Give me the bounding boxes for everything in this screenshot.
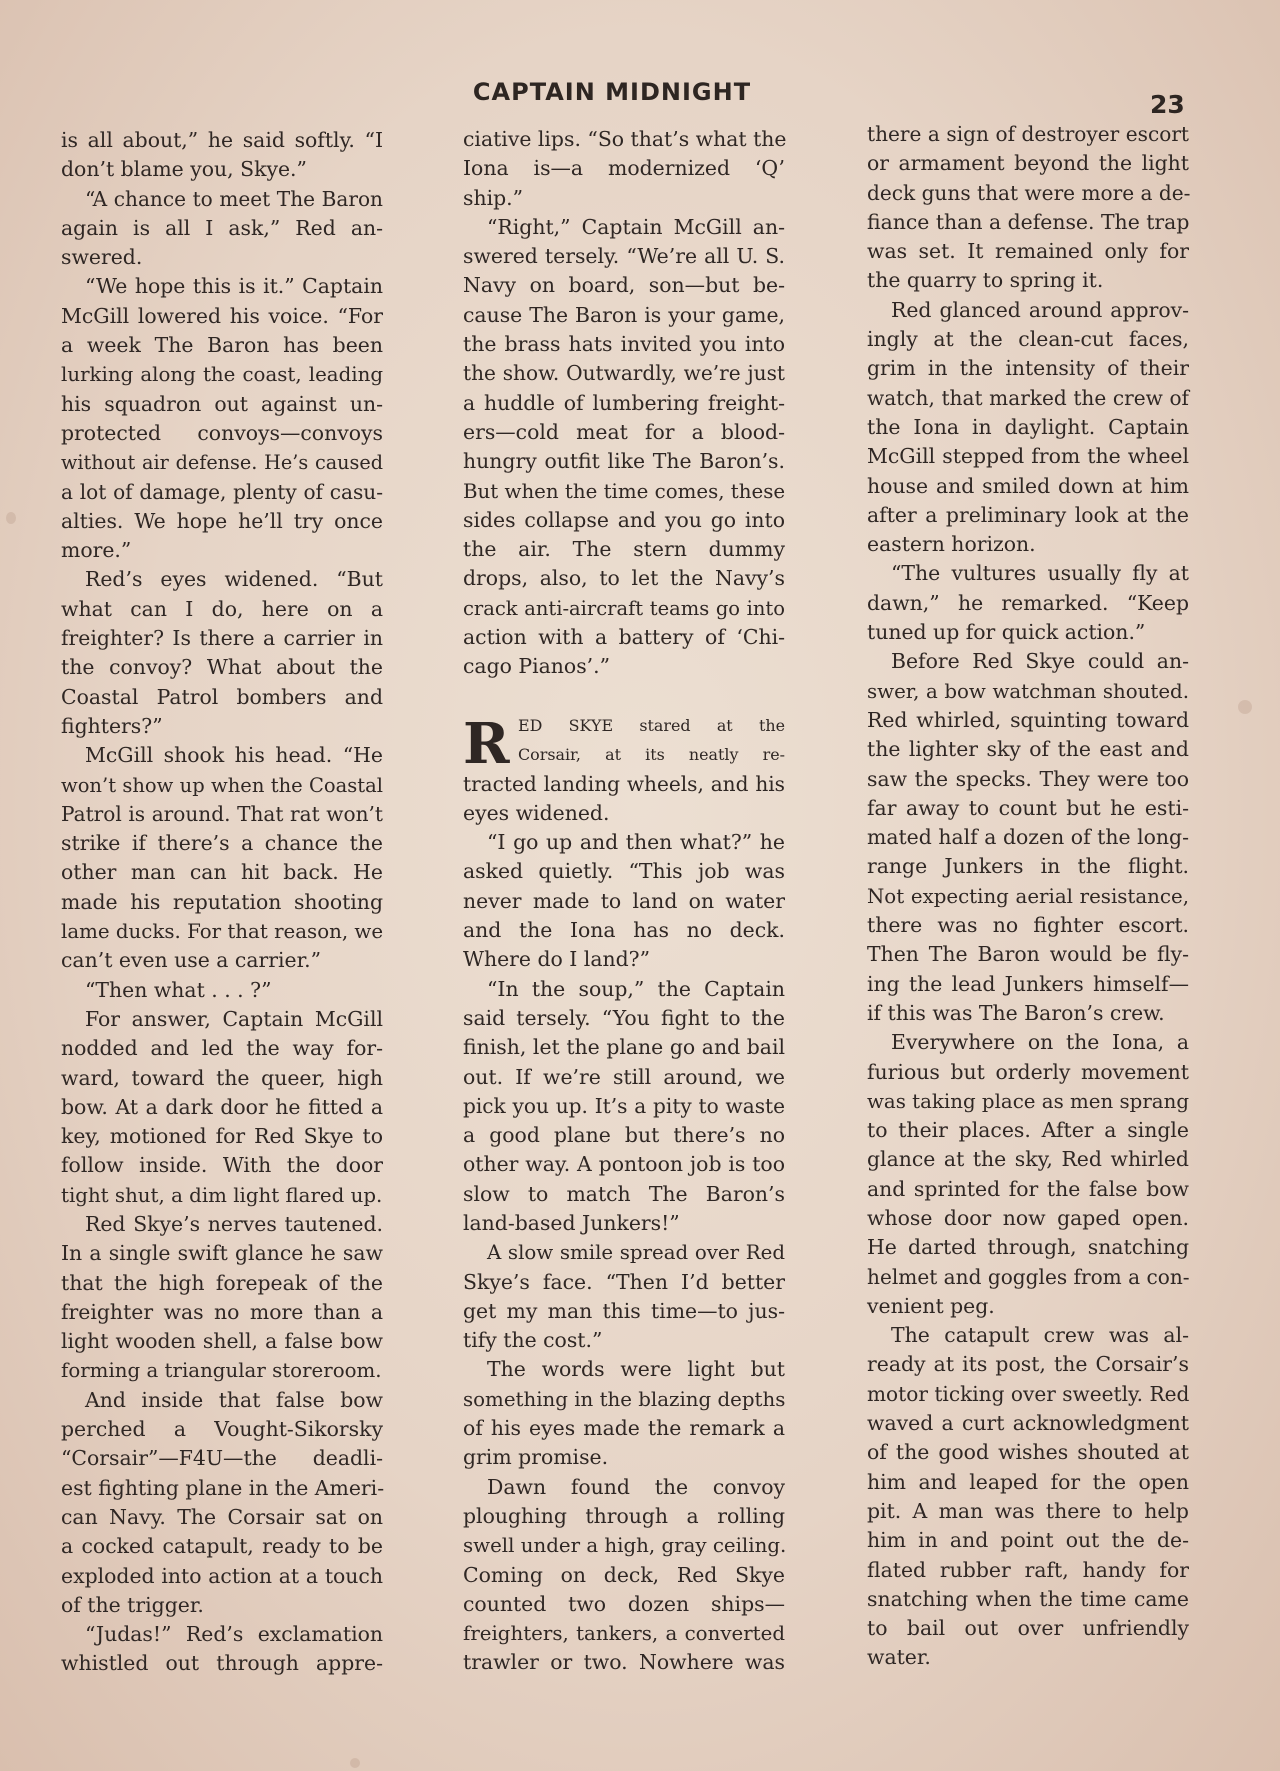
article-line: sides collapse and you go into <box>463 507 785 532</box>
article-line: ED SKYE stared at the <box>518 715 785 735</box>
article-line: McGill stepped from the wheel <box>867 444 1189 469</box>
article-line: “Corsair”—F4U—the deadli- <box>61 1446 383 1471</box>
text-column-right <box>867 120 1189 1673</box>
article-line: tify the cost.” <box>463 1328 603 1353</box>
article-line: action with a battery of ‘Chi- <box>463 625 785 650</box>
article-line: waved a curt acknowledgment <box>867 1411 1189 1436</box>
article-line: grim in the intensity of their <box>867 356 1189 381</box>
article-line: never made to land on water <box>463 888 785 913</box>
article-line: freighter was no more than a <box>61 1299 383 1324</box>
article-line: ready at its post, the Corsair’s <box>867 1352 1189 1377</box>
article-line: watch, that marked the crew of <box>867 385 1189 410</box>
article-line: was set. It remained only for <box>867 239 1189 264</box>
article-line: A slow smile spread over Red <box>487 1241 785 1265</box>
article-line: house and smiled down at him <box>867 473 1189 498</box>
article-line: “Judas!” Red’s exclamation <box>85 1622 383 1647</box>
article-line: fighters?” <box>61 713 163 738</box>
article-line: of his eyes made the remark a <box>463 1416 785 1441</box>
article-line: ing the lead Junkers himself— <box>867 971 1189 996</box>
article-line: pit. A man was there to help <box>867 1498 1189 1523</box>
article-line: swer, a bow watchman shouted. <box>867 679 1189 703</box>
article-line: McGill shook his head. “He <box>85 743 383 768</box>
article-line: a cocked catapult, ready to be <box>61 1534 383 1559</box>
article-line: after a preliminary look at the <box>867 502 1189 527</box>
article-line: to their places. After a single <box>867 1118 1189 1143</box>
text-column-left <box>61 126 383 1679</box>
article-line: dawn,” he remarked. “Keep <box>867 590 1189 615</box>
article-line: nodded and led the way for- <box>61 1036 383 1061</box>
article-line: whistled out through appre- <box>61 1651 383 1676</box>
article-line: him and leaped for the open <box>867 1469 1189 1494</box>
article-line: to bail out over unfriendly <box>867 1616 1189 1641</box>
article-line: Everywhere on the Iona, a <box>891 1030 1189 1055</box>
article-line: McGill lowered his voice. “For <box>61 303 383 328</box>
article-line: ers—cold meat for a blood- <box>463 419 785 444</box>
article-line: of the trigger. <box>61 1592 204 1617</box>
article-line: motor ticking over sweetly. Red <box>867 1381 1190 1406</box>
article-line: ploughing through a rolling <box>463 1503 785 1528</box>
article-line: furious but orderly movement <box>867 1059 1189 1084</box>
article-line: ship.” <box>463 185 524 210</box>
article-line: pick you up. It’s a pity to waste <box>463 1093 785 1118</box>
article-line: tight shut, a dim light flared up. <box>61 1183 383 1207</box>
article-line: lame ducks. For that reason, we <box>61 920 384 944</box>
article-line: other man can hit back. He <box>61 860 383 885</box>
article-line: follow inside. With the door <box>61 1153 383 1178</box>
article-line: Red whirled, squinting toward <box>867 707 1189 732</box>
article-line: asked quietly. “This job was <box>463 859 785 884</box>
article-line: that the high forepeak of the <box>61 1270 383 1295</box>
article-line: and the Iona has no deck. <box>463 918 785 943</box>
article-line: again is all I ask,” Red an- <box>61 215 383 240</box>
article-line: the quarry to spring it. <box>867 268 1104 293</box>
article-line: fiance than a defense. The trap <box>867 209 1190 234</box>
article-line: In a single swift glance he saw <box>61 1241 383 1266</box>
article-line: of the good wishes shouted at <box>867 1440 1189 1465</box>
article-line: Red glanced around approv- <box>891 297 1189 322</box>
article-line: flated rubber raft, handy for <box>867 1557 1189 1582</box>
article-line: the show. Outwardly, we’re just <box>463 361 785 386</box>
paper-stain <box>1238 700 1252 714</box>
article-line: The words were light but <box>487 1357 785 1382</box>
article-line: Coming on deck, Red Skye <box>463 1562 785 1587</box>
article-line: the lighter sky of the east and <box>867 737 1189 762</box>
article-line: him in and point out the de- <box>867 1528 1189 1553</box>
article-line: trawler or two. Nowhere was <box>463 1650 785 1675</box>
article-line: And inside that false bow <box>85 1387 383 1412</box>
article-line <box>463 682 785 711</box>
article-line: out. If we’re still around, we <box>463 1064 785 1089</box>
article-line: land-based Junkers!” <box>463 1210 680 1235</box>
article-line: swered. <box>61 245 143 270</box>
paper-stain <box>6 512 16 524</box>
article-line: Before Red Skye could an- <box>891 649 1189 674</box>
article-line: Skye’s face. “Then I’d better <box>463 1269 785 1294</box>
article-line: tracted landing wheels, and his <box>463 771 785 796</box>
article-line: there was no fighter escort. <box>867 913 1189 938</box>
article-line: there a sign of destroyer escort <box>867 122 1189 146</box>
article-line: est fighting plane in the Ameri- <box>61 1475 385 1500</box>
article-line: cago Pianos’.” <box>463 654 611 679</box>
article-line: eyes widened. <box>463 800 610 825</box>
article-line: Red Skye’s nerves tautened. <box>85 1211 383 1236</box>
article-line: alties. We hope he’ll try once <box>61 508 383 533</box>
article-line: “I go up and then what?” he <box>487 830 785 855</box>
article-line: snatching when the time came <box>867 1586 1189 1611</box>
article-line: made his reputation shooting <box>61 889 383 914</box>
article-line: a huddle of lumbering freight- <box>463 390 785 415</box>
article-line: key, motioned for Red Skye to <box>61 1124 383 1149</box>
article-line: is all about,” he said softly. “I <box>61 128 383 152</box>
page-number: 23 <box>1150 90 1185 119</box>
running-head: CAPTAIN MIDNIGHT <box>472 78 752 106</box>
article-line: get my man this time—to jus- <box>463 1298 785 1323</box>
article-line: forming a triangular storeroom. <box>61 1359 382 1383</box>
article-line: Then The Baron would be fly- <box>867 942 1189 967</box>
article-line: freighters, tankers, a converted <box>463 1622 785 1646</box>
article-line: deck guns that were more a de- <box>867 180 1191 205</box>
article-line: freighter? Is there a carrier in <box>61 626 383 651</box>
article-line: “A chance to meet The Baron <box>85 186 383 211</box>
article-line: the brass hats invited you into <box>463 332 785 357</box>
article-line: protected convoys—convoys <box>61 420 383 445</box>
article-line: Iona is—a modernized ‘Q’ <box>463 156 785 181</box>
article-line: glance at the sky, Red whirled <box>867 1147 1189 1172</box>
article-line: what can I do, here on a <box>61 596 383 621</box>
article-line: can’t even use a carrier.” <box>61 948 321 973</box>
article-line: whose door now gaped open. <box>867 1205 1189 1230</box>
article-line: exploded into action at a touch <box>61 1563 383 1588</box>
article-line: the air. The stern dummy <box>463 537 785 562</box>
article-line: Dawn found the convoy <box>487 1474 785 1499</box>
article-line: his squadron out against un- <box>61 391 383 416</box>
article-line: other way. A pontoon job is too <box>463 1152 785 1177</box>
article-line: light wooden shell, a false bow <box>61 1329 383 1354</box>
article-line: bow. At a dark door he fitted a <box>61 1094 383 1119</box>
article-line: Patrol is around. That rat won’t <box>61 801 383 826</box>
article-line: Not expecting aerial resistance, <box>867 884 1189 908</box>
article-line: cause The Baron is your game, <box>463 302 785 327</box>
article-line: ingly at the clean-cut faces, <box>867 327 1189 352</box>
article-line: ward, toward the queer, high <box>61 1065 383 1090</box>
text-column-middle <box>463 125 785 1678</box>
article-line: range Junkers in the flight. <box>867 854 1189 879</box>
article-line: “In the soup,” the Captain <box>487 976 785 1001</box>
article-line: finish, let the plane go and bail <box>463 1035 785 1060</box>
article-line: or armament beyond the light <box>867 151 1189 176</box>
article-line: crack anti-aircraft teams go into <box>463 596 785 620</box>
article-line: For answer, Captain McGill <box>85 1006 383 1031</box>
article-line: Red’s eyes widened. “But <box>85 567 383 592</box>
article-line: don’t blame you, Skye.” <box>61 157 307 182</box>
article-line: a lot of damage, plenty of casu- <box>61 479 383 504</box>
article-line: a week The Baron has been <box>61 333 383 358</box>
article-line: the Iona in daylight. Captain <box>867 414 1189 439</box>
article-line: The catapult crew was al- <box>891 1323 1189 1348</box>
article-line: eastern horizon. <box>867 532 1036 557</box>
article-line: helmet and goggles from a con- <box>867 1264 1190 1289</box>
article-line: water. <box>867 1645 931 1670</box>
article-line: swered tersely. “We’re all U. S. <box>463 244 785 269</box>
article-line: “The vultures usually fly at <box>891 561 1189 586</box>
article-line: venient peg. <box>867 1293 995 1318</box>
article-line: “Right,” Captain McGill an- <box>487 214 785 239</box>
article-line: saw the specks. They were too <box>867 766 1189 791</box>
article-line: mated half a dozen of the long- <box>867 825 1189 850</box>
article-line: “Then what . . . ?” <box>85 977 272 1002</box>
article-line: said tersely. “You fight to the <box>463 1005 785 1030</box>
article-line: drops, also, to let the Navy’s <box>463 566 785 591</box>
article-line: something in the blazing depths <box>463 1387 786 1411</box>
article-line: the convoy? What about the <box>61 655 383 680</box>
article-line: grim promise. <box>463 1445 609 1470</box>
article-line: won’t show up when the Coastal <box>61 773 383 797</box>
article-line: strike if there’s a chance the <box>61 831 383 856</box>
article-line: Coastal Patrol bombers and <box>61 684 383 709</box>
article-line: “We hope this is it.” Captain <box>85 274 383 299</box>
drop-cap: R <box>463 711 510 777</box>
article-line: a good plane but there’s no <box>463 1123 785 1148</box>
article-line: more.” <box>61 538 132 563</box>
article-line: He darted through, snatching <box>867 1235 1189 1260</box>
article-line: perched a Vought-Sikorsky <box>61 1417 383 1442</box>
article-line: if this was The Baron’s crew. <box>867 1000 1165 1025</box>
article-line: far away to count but he esti- <box>867 795 1189 820</box>
article-line: But when the time comes, these <box>463 479 786 503</box>
article-line: swell under a high, gray ceiling. <box>463 1534 787 1558</box>
article-line: tuned up for quick action.” <box>867 620 1146 645</box>
paper-stain <box>350 1758 360 1768</box>
article-line: lurking along the coast, leading <box>61 363 383 387</box>
article-line: hungry outfit like The Baron’s. <box>463 449 785 474</box>
article-line: can Navy. The Corsair sat on <box>61 1504 383 1529</box>
article-line: slow to match The Baron’s <box>463 1181 785 1206</box>
article-line: Corsair, at its neatly re- <box>518 745 785 765</box>
article-line: and sprinted for the false bow <box>867 1176 1189 1201</box>
article-line: without air defense. He’s caused <box>61 451 383 475</box>
article-line: counted two dozen ships— <box>463 1591 785 1616</box>
article-line: ciative lips. “So that’s what the <box>463 127 787 151</box>
article-line: Navy on board, son—but be- <box>463 273 785 298</box>
article-line: Where do I land?” <box>463 947 651 972</box>
article-line: was taking place as men sprang <box>867 1089 1189 1113</box>
